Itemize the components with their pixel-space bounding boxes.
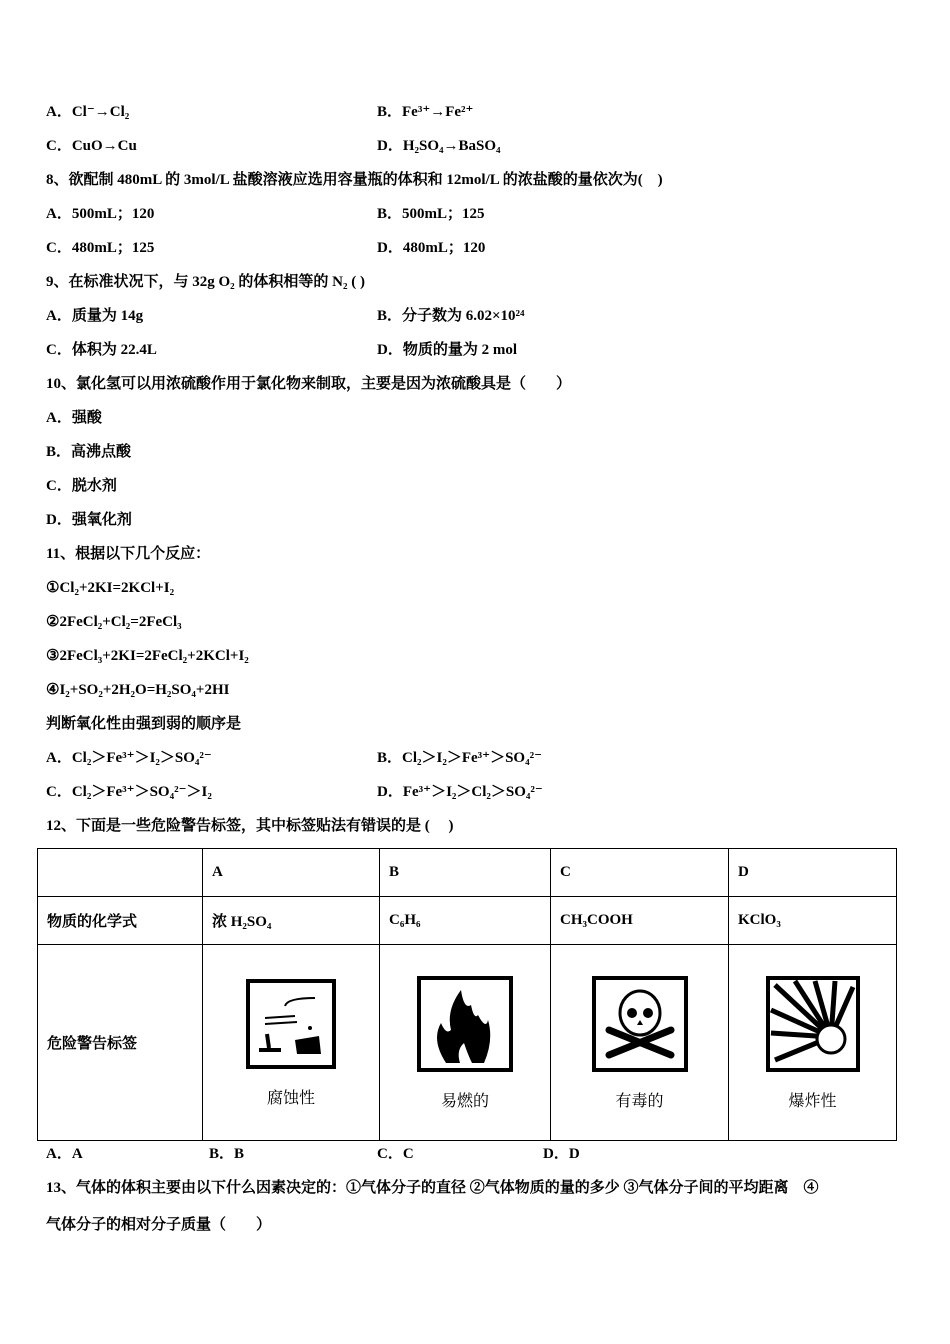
q11-option-a[interactable]: A．Cl₂＞Fe³⁺＞I₂＞SO₄²⁻: [46, 750, 212, 766]
corrosive-label-cell: [203, 945, 380, 1141]
formula-a: 浓 H₂SO₄: [203, 897, 380, 945]
table-header-c: C: [551, 849, 729, 897]
q11-reaction-1: ①Cl₂+2KI=2KCl+I₂: [46, 580, 175, 596]
q11-reaction-3: ③2FeCl₃+2KI=2FeCl₂+2KCl+I₂: [46, 648, 249, 664]
q9-option-a[interactable]: A．质量为 14g: [46, 308, 144, 324]
q10-stem: 10、氯化氢可以用浓硫酸作用于氯化物来制取，主要是因为浓硫酸具是（ ）: [46, 376, 572, 392]
q10-option-a[interactable]: A．强酸: [46, 410, 102, 426]
q11-question: 判断氧化性由强到弱的顺序是: [46, 716, 242, 732]
q11-option-c[interactable]: C．Cl₂＞Fe³⁺＞SO₄²⁻＞I₂: [46, 784, 212, 800]
flammable-label-cell: [380, 945, 551, 1141]
q8-stem: 8、欲配制 480mL 的 3mol/L 盐酸溶液应选用容量瓶的体积和 12mol/L 的浓盐酸的量依次为( ): [46, 172, 663, 188]
q9-option-d[interactable]: D．物质的量为 2 mol: [377, 342, 517, 358]
explosive-caption: 爆炸性: [788, 1090, 837, 1110]
q9-option-c[interactable]: C．体积为 22.4L: [46, 342, 157, 358]
q12-stem: 12、下面是一些危险警告标签，其中标签贴法有错误的是 ( ): [46, 818, 454, 834]
skull-crossbones-icon: [591, 975, 689, 1073]
q11-reaction-4: ④I₂+SO₂+2H₂O=H₂SO₄+2HI: [46, 682, 230, 698]
formula-c: CH₃COOH: [551, 897, 729, 945]
formula-b: C₆H₆: [380, 897, 551, 945]
q8-option-a[interactable]: A．500mL；120: [46, 206, 155, 222]
q12-option-c[interactable]: C．C: [377, 1146, 414, 1162]
row-title-label: 危险警告标签: [38, 945, 203, 1141]
q12-option-d[interactable]: D．D: [543, 1146, 580, 1162]
q12-option-a[interactable]: A．A: [46, 1146, 83, 1162]
q8-option-b[interactable]: B．500mL；125: [377, 206, 485, 222]
q9-option-b[interactable]: B．分子数为 6.02×10²⁴: [377, 308, 525, 324]
q12-option-b[interactable]: B．B: [209, 1146, 245, 1162]
hazard-label-table: [37, 848, 897, 1141]
table-header-a: A: [203, 849, 380, 897]
q9-stem: 9、在标准状况下，与 32g O₂ 的体积相等的 N₂ ( ): [46, 274, 365, 290]
q7-option-c[interactable]: C．CuO→Cu: [46, 138, 137, 154]
q8-option-d[interactable]: D．480mL；120: [377, 240, 486, 256]
table-header-b: B: [380, 849, 551, 897]
q7-option-b[interactable]: B．Fe³⁺→Fe²⁺: [377, 104, 474, 120]
q10-option-d[interactable]: D．强氧化剂: [46, 512, 132, 528]
q7-option-a[interactable]: A．Cl⁻→Cl₂: [46, 104, 130, 120]
corrosive-caption: 腐蚀性: [266, 1087, 315, 1107]
corrosive-icon: [245, 978, 337, 1070]
formula-d: KClO₃: [729, 897, 897, 945]
table-header-d: D: [729, 849, 897, 897]
q11-option-d[interactable]: D．Fe³⁺＞I₂＞Cl₂＞SO₄²⁻: [377, 784, 543, 800]
explosive-label-cell: [729, 945, 897, 1141]
q10-option-b[interactable]: B．高沸点酸: [46, 444, 132, 460]
flammable-caption: 易燃的: [440, 1090, 489, 1110]
flame-icon: [416, 975, 514, 1073]
q7-option-d[interactable]: D．H₂SO₄→BaSO₄: [377, 138, 501, 154]
q8-option-c[interactable]: C．480mL；125: [46, 240, 155, 256]
explosion-icon: [765, 975, 861, 1073]
q11-reaction-2: ②2FeCl₂+Cl₂=2FeCl₃: [46, 614, 182, 630]
toxic-caption: 有毒的: [615, 1090, 664, 1110]
table-header-empty: [38, 849, 203, 897]
q13-stem-line2: 气体分子的相对分子质量（ ）: [46, 1217, 272, 1233]
q10-option-c[interactable]: C．脱水剂: [46, 478, 117, 494]
q11-stem: 11、根据以下几个反应：: [46, 546, 211, 562]
q13-stem-line1: 13、气体的体积主要由以下什么因素决定的：①气体分子的直径 ②气体物质的量的多少 ③气体分子间的平均距离 ④: [46, 1180, 819, 1196]
toxic-label-cell: [551, 945, 729, 1141]
row-title-formula: 物质的化学式: [38, 897, 203, 945]
q11-option-b[interactable]: B．Cl₂＞I₂＞Fe³⁺＞SO₄²⁻: [377, 750, 542, 766]
